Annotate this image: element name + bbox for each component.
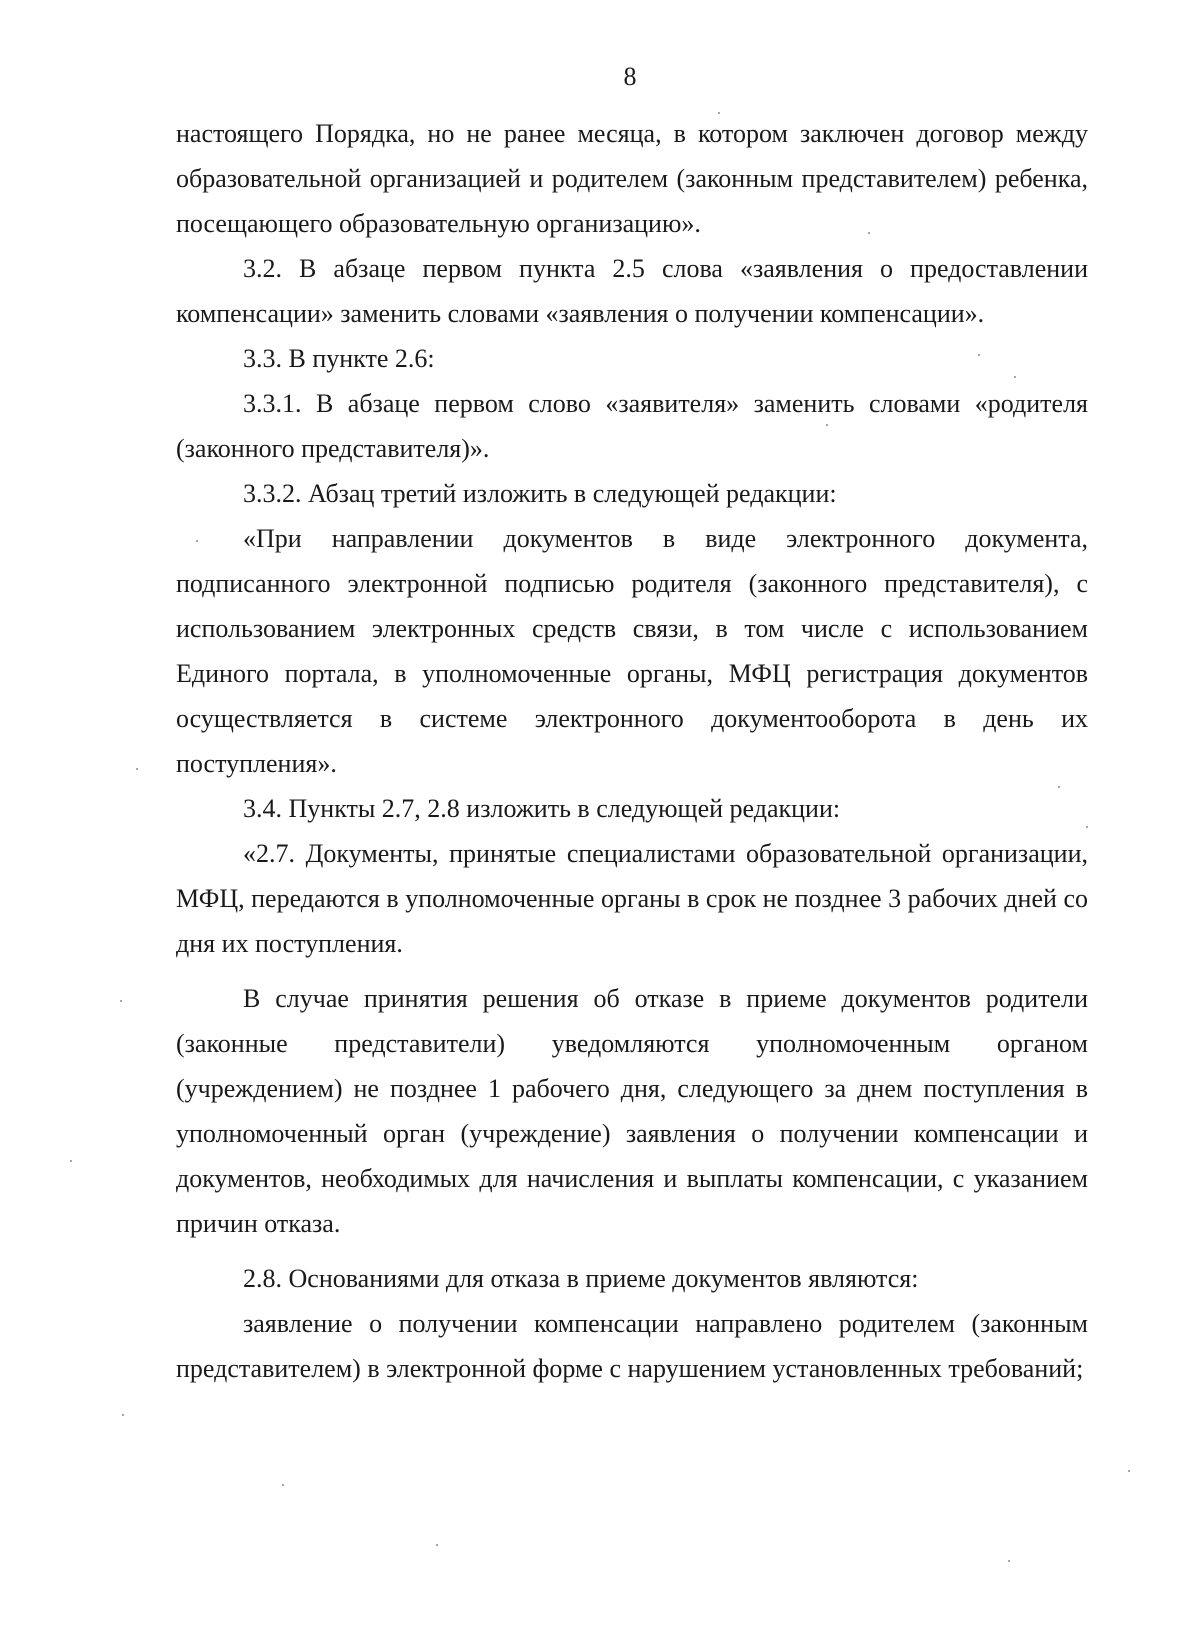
scan-speck: [196, 540, 198, 542]
scan-speck: [120, 1000, 122, 1002]
paragraph-3-3-1: 3.3.1. В абзаце первом слово «заявителя» заменить словами «родителя (законного представителя)».: [176, 389, 1088, 463]
scan-speck: [1128, 1470, 1130, 1472]
scan-speck: [1086, 826, 1088, 828]
scan-speck: [1014, 376, 1016, 378]
paragraph-refusal-grounds: заявление о получении компенсации направлено родителем (законным представителем) в электронной форме с нарушением установленных требований;: [176, 1309, 1088, 1383]
paragraph-3-3-2: 3.3.2. Абзац третий изложить в следующей редакции:: [243, 479, 837, 508]
scan-speck: [282, 1484, 284, 1486]
scan-speck: [978, 354, 980, 356]
paragraph-2-8: 2.8. Основаниями для отказа в приеме документов являются:: [243, 1264, 919, 1293]
document-body: [176, 111, 1088, 1391]
paragraph-3-3: 3.3. В пункте 2.6:: [243, 344, 435, 373]
paragraph-continuation: настоящего Порядка, но не ранее месяца, в котором заключен договор между образовательной организацией и родителем (законным представителем) ребенка, посещающего образовательную организацию».: [176, 119, 1088, 238]
scan-speck: [1008, 1560, 1010, 1562]
scan-speck: [436, 1544, 438, 1546]
scan-speck: [868, 232, 870, 234]
paragraph-quoted-electronic-documents: «При направлении документов в виде электронного документа, подписанного электронной подписью родителя (законного представителя), с использованием электронных средств связи, в том числе с использованием Единого портала, в уполномоченные органы, МФЦ регистрация документов осуществляется в системе электронного документооборота в день их поступления».: [176, 524, 1088, 778]
paragraph-refusal-notification: В случае принятия решения об отказе в приеме документов родители (законные представители) уведомляются уполномоченным органом (учреждением) не позднее 1 рабочего дня, следующего за днем поступления в уполномоченный орган (учреждение) заявления о получении компенсации и документов, необходимых для начисления и выплаты компенсации, с указанием причин отказа.: [176, 984, 1088, 1238]
scan-speck: [136, 768, 138, 770]
scan-speck: [826, 424, 828, 426]
page-number: 8: [623, 62, 637, 91]
scan-speck: [718, 112, 720, 114]
scan-speck: [122, 1414, 124, 1416]
scan-speck: [70, 1160, 72, 1162]
paragraph-2-7: «2.7. Документы, принятые специалистами образовательной организации, МФЦ, передаются в уполномоченные органы в срок не позднее 3 рабочих дней со дня их поступления.: [176, 839, 1088, 958]
scan-speck: [1058, 786, 1060, 788]
paragraph-3-2: 3.2. В абзаце первом пункта 2.5 слова «заявления о предоставлении компенсации» заменить словами «заявления о получении компенсации».: [176, 254, 1088, 328]
paragraph-3-4: 3.4. Пункты 2.7, 2.8 изложить в следующей редакции:: [243, 794, 841, 823]
